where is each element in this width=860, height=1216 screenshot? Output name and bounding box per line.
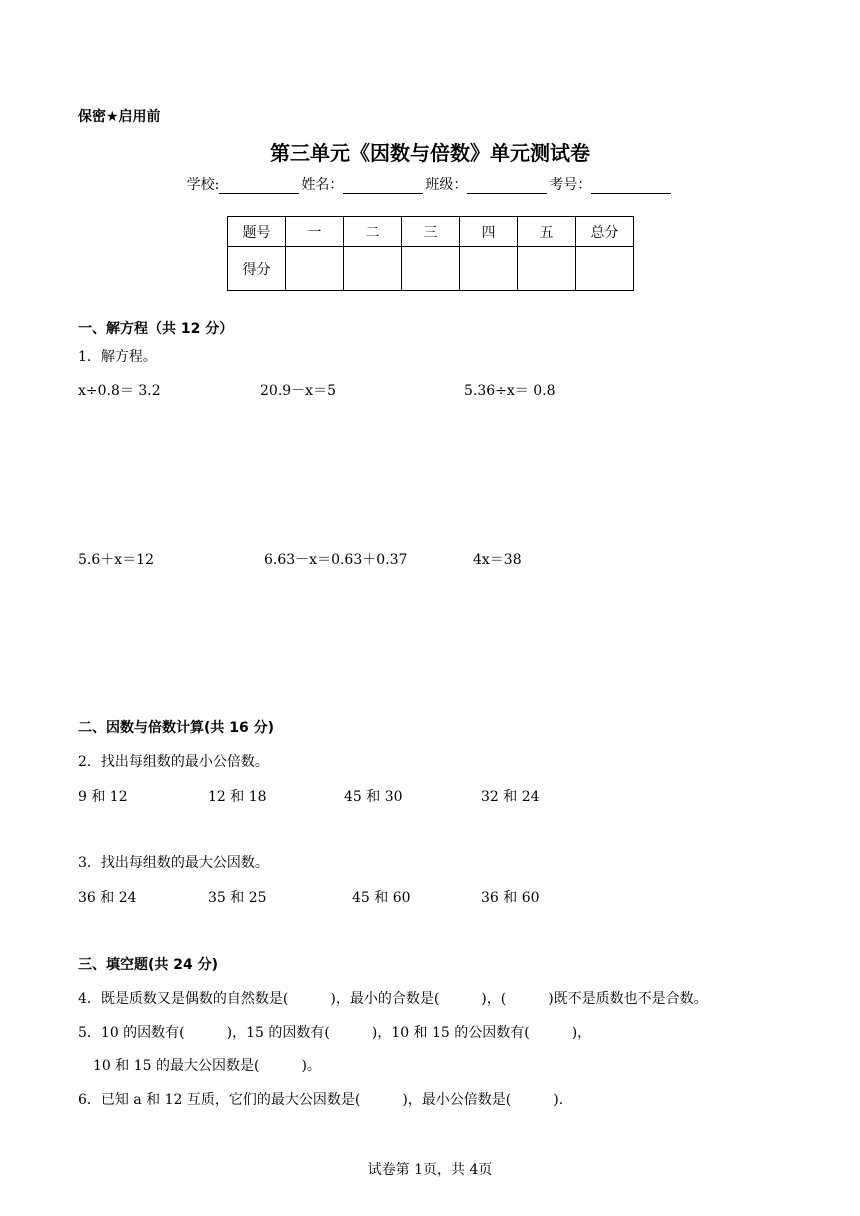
exam-number-blank[interactable] (591, 179, 671, 194)
section2-title: 二、因数与倍数计算(共 16 分) (78, 720, 275, 736)
score-table (227, 216, 634, 291)
equation: x÷0.8＝ 3.2 (78, 383, 161, 399)
number-pair: 12 和 18 (208, 789, 267, 805)
score-cell[interactable] (344, 247, 402, 291)
equation: 6.63－x＝0.63＋0.37 (264, 552, 408, 568)
score-cell[interactable] (460, 247, 518, 291)
score-cell[interactable] (402, 247, 460, 291)
number-pair: 45 和 30 (344, 789, 403, 805)
number-pair: 9 和 12 (78, 789, 128, 805)
name-blank[interactable] (343, 179, 423, 194)
score-table-header-row (228, 217, 634, 247)
number-pair: 45 和 60 (352, 890, 411, 906)
score-table-header-cell: 四 (460, 217, 518, 247)
number-pair: 36 和 60 (481, 890, 540, 906)
equation: 5.36÷x＝ 0.8 (464, 383, 556, 399)
equation: 4x＝38 (473, 552, 522, 568)
score-table-score-row (228, 247, 634, 291)
score-table-header-cell: 总分 (576, 217, 634, 247)
score-table-header-cell: 二 (344, 217, 402, 247)
score-cell[interactable] (518, 247, 576, 291)
school-label: 学校: (186, 177, 220, 193)
question-1: 1．解方程。 (78, 349, 157, 365)
name-label: 姓名： (301, 177, 344, 193)
equation: 5.6＋x＝12 (78, 552, 154, 568)
question-4: 4．既是质数又是偶数的自然数是( )，最小的合数是( )，( )既不是质数也不是合数。 (78, 991, 708, 1007)
page-footer: 试卷第 1页，共 4页 (367, 1162, 493, 1178)
score-table-header-cell: 五 (518, 217, 576, 247)
score-table-header-cell: 题号 (228, 217, 286, 247)
equation: 20.9－x＝5 (260, 383, 336, 399)
section3-title: 三、填空题(共 24 分) (78, 957, 219, 973)
score-cell[interactable] (576, 247, 634, 291)
question-5-continued: 10 和 15 的最大公因数是( )。 (93, 1058, 321, 1074)
question-6: 6．已知 a 和 12 互质，它们的最大公因数是( )，最小公倍数是( ). (78, 1092, 564, 1108)
number-pair: 36 和 24 (78, 890, 137, 906)
score-row-label: 得分 (228, 247, 286, 291)
score-cell[interactable] (286, 247, 344, 291)
number-pair: 35 和 25 (208, 890, 267, 906)
student-info-line (0, 174, 860, 194)
section1-title: 一、解方程（共 12 分） (78, 321, 234, 337)
school-blank[interactable] (219, 179, 299, 194)
question-2: 2．找出每组数的最小公倍数。 (78, 754, 269, 770)
class-blank[interactable] (467, 179, 547, 194)
number-pair: 32 和 24 (481, 789, 540, 805)
question-3: 3．找出每组数的最大公因数。 (78, 855, 269, 871)
score-table-header-cell: 三 (402, 217, 460, 247)
class-label: 班级： (425, 177, 468, 193)
score-table-header-cell: 一 (286, 217, 344, 247)
page-title: 第三单元《因数与倍数》单元测试卷 (270, 141, 590, 165)
exam-number-label: 考号： (549, 177, 592, 193)
confidential-label: 保密★启用前 (78, 109, 161, 125)
question-5: 5．10 的因数有( )，15 的因数有( )，10 和 15 的公因数有( )， (78, 1025, 592, 1041)
